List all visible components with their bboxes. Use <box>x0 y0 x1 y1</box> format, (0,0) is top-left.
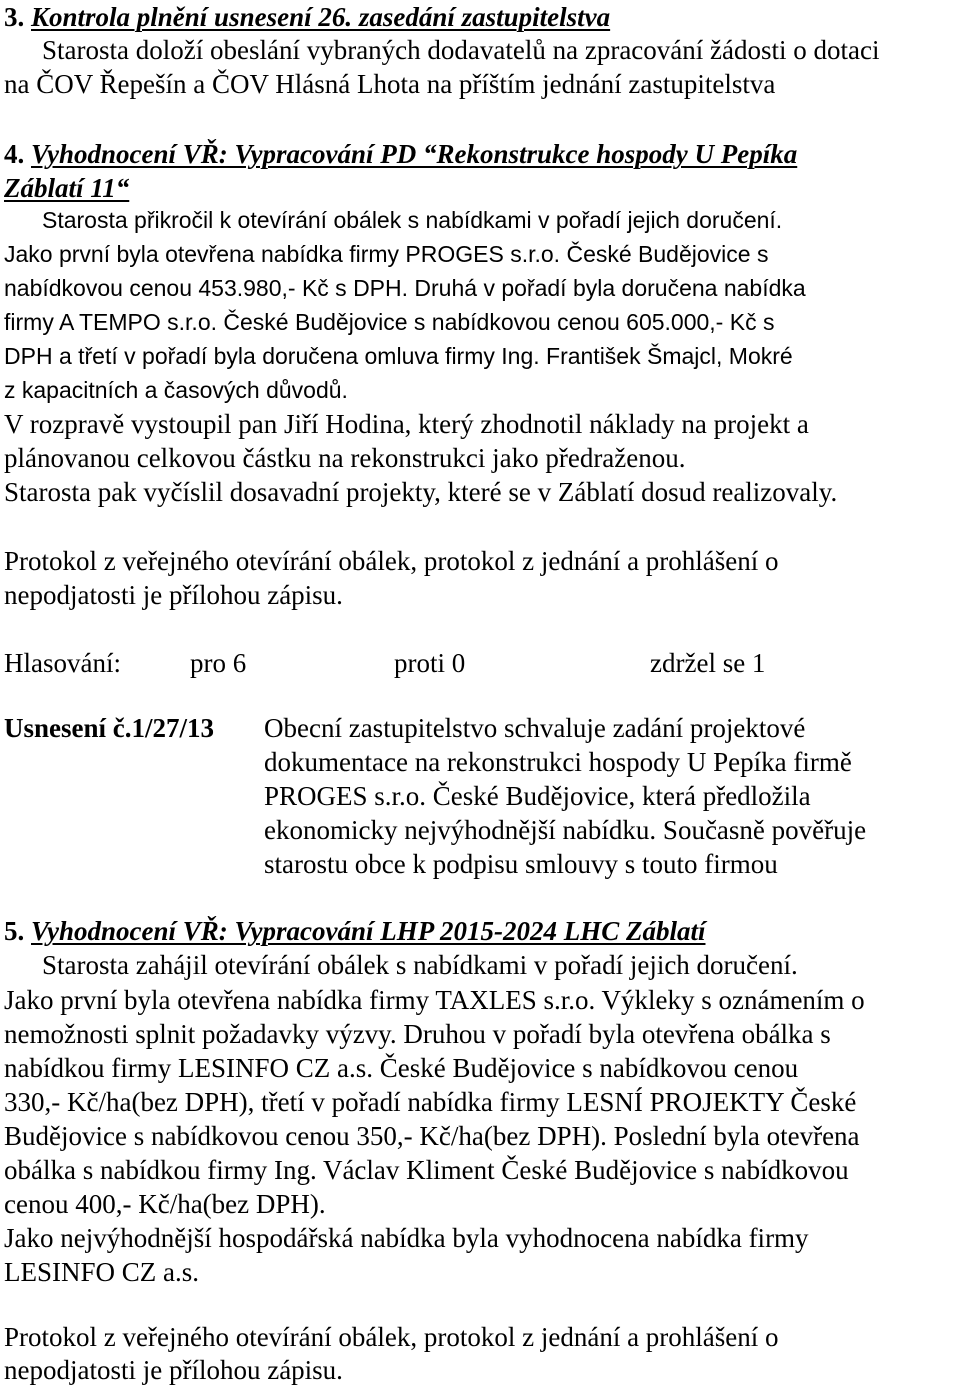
section-4-body-line: DPH a třetí v pořadí byla doručena omluva firmy Ing. František Šmajcl, Mokré <box>4 343 793 369</box>
section-4-body-line: nabídkovou cenou 453.980,- Kč s DPH. Druhá v pořadí byla doručena nabídka <box>4 275 806 301</box>
section-4-intro: Starosta přikročil k otevírání obálek s nabídkami v pořadí jejich doručení. <box>42 207 783 233</box>
section-4-debate-line: plánovanou celkovou částku na rekonstrukci jako předraženou. <box>4 443 686 473</box>
section-5-attachment-line: Protokol z veřejného otevírání obálek, protokol z jednání a prohlášení o <box>4 1322 779 1352</box>
section-5-body-line: LESINFO CZ a.s. <box>4 1257 199 1287</box>
section-4-heading-cont <box>4 171 129 205</box>
section-5-body-line: cenou 400,- Kč/ha(bez DPH). <box>4 1189 326 1219</box>
section-4-heading <box>4 137 797 171</box>
section-5-body-line: nabídkou firmy LESINFO CZ a.s. České Budějovice s nabídkovou cenou <box>4 1053 799 1083</box>
section-5-body-line: Jako první byla otevřena nabídka firmy TAXLES s.r.o. Výkleky s oznámením o <box>4 985 865 1015</box>
section-5-heading <box>4 914 705 948</box>
section-4-number: 4. <box>4 139 25 169</box>
section-5-body-line: Jako nejvýhodnější hospodářská nabídka byla vyhodnocena nabídka firmy <box>4 1223 809 1253</box>
section-4-body-line: z kapacitních a časových důvodů. <box>4 377 348 403</box>
section-5-title: Vyhodnocení VŘ: Vypracování LHP 2015-2024 LHC Záblatí <box>31 916 706 946</box>
resolution-line: PROGES s.r.o. České Budějovice, která předložila <box>264 781 811 811</box>
vote-zdrzel: zdržel se 1 <box>650 648 766 678</box>
section-5-attachment-line: nepodjatosti je přílohou zápisu. <box>4 1355 343 1385</box>
section-3-number: 3. <box>4 2 25 32</box>
vote-proti: proti 0 <box>394 648 466 678</box>
section-4-body-line: firmy A TEMPO s.r.o. České Budějovice s nabídkovou cenou 605.000,- Kč s <box>4 309 775 335</box>
section-4-title: Vyhodnocení VŘ: Vypracování PD “Rekonstrukce hospody U Pepíka <box>31 139 798 169</box>
section-4-debate-line: V rozpravě vystoupil pan Jiří Hodina, který zhodnotil náklady na projekt a <box>4 409 809 439</box>
section-4-attachment-line: nepodjatosti je přílohou zápisu. <box>4 580 343 610</box>
section-5-body-line: Budějovice s nabídkovou cenou 350,- Kč/ha(bez DPH). Poslední byla otevřena <box>4 1121 860 1151</box>
section-4-body-line: Jako první byla otevřena nabídka firmy PROGES s.r.o. České Budějovice s <box>4 241 769 267</box>
section-4-debate-line: Starosta pak vyčíslil dosavadní projekty, které se v Záblatí dosud realizovaly. <box>4 477 838 507</box>
section-4-title-cont: Záblatí 11“ <box>4 173 130 203</box>
resolution-line: ekonomicky nejvýhodnější nabídku. Současně pověřuje <box>264 815 867 845</box>
section-4-attachment-line: Protokol z veřejného otevírání obálek, protokol z jednání a prohlášení o <box>4 546 779 576</box>
vote-label: Hlasování: <box>4 648 121 678</box>
section-5-body-line: obálka s nabídkou firmy Ing. Václav Kliment České Budějovice s nabídkovou <box>4 1155 849 1185</box>
section-3-line: Starosta doloží obeslání vybraných dodavatelů na zpracování žádosti o dotaci <box>42 35 880 65</box>
resolution-line: Obecní zastupitelstvo schvaluje zadání projektové <box>264 713 806 743</box>
section-5-body-line: nemožnosti splnit požadavky výzvy. Druhou v pořadí byla otevřena obálka s <box>4 1019 831 1049</box>
vote-pro: pro 6 <box>190 648 247 678</box>
resolution-line: starostu obce k podpisu smlouvy s touto firmou <box>264 849 778 879</box>
resolution-line: dokumentace na rekonstrukci hospody U Pepíka firmě <box>264 747 852 777</box>
section-3-line: na ČOV Řepešín a ČOV Hlásná Lhota na příštím jednání zastupitelstva <box>4 69 776 99</box>
section-5-number: 5. <box>4 916 25 946</box>
section-3-heading <box>4 0 610 34</box>
section-5-intro: Starosta zahájil otevírání obálek s nabídkami v pořadí jejich doručení. <box>42 950 798 980</box>
section-3-title: Kontrola plnění usnesení 26. zasedání zastupitelstva <box>31 2 611 32</box>
resolution-label: Usnesení č.1/27/13 <box>4 713 215 743</box>
section-5-body-line: 330,- Kč/ha(bez DPH), třetí v pořadí nabídka firmy LESNÍ PROJEKTY České <box>4 1087 857 1117</box>
